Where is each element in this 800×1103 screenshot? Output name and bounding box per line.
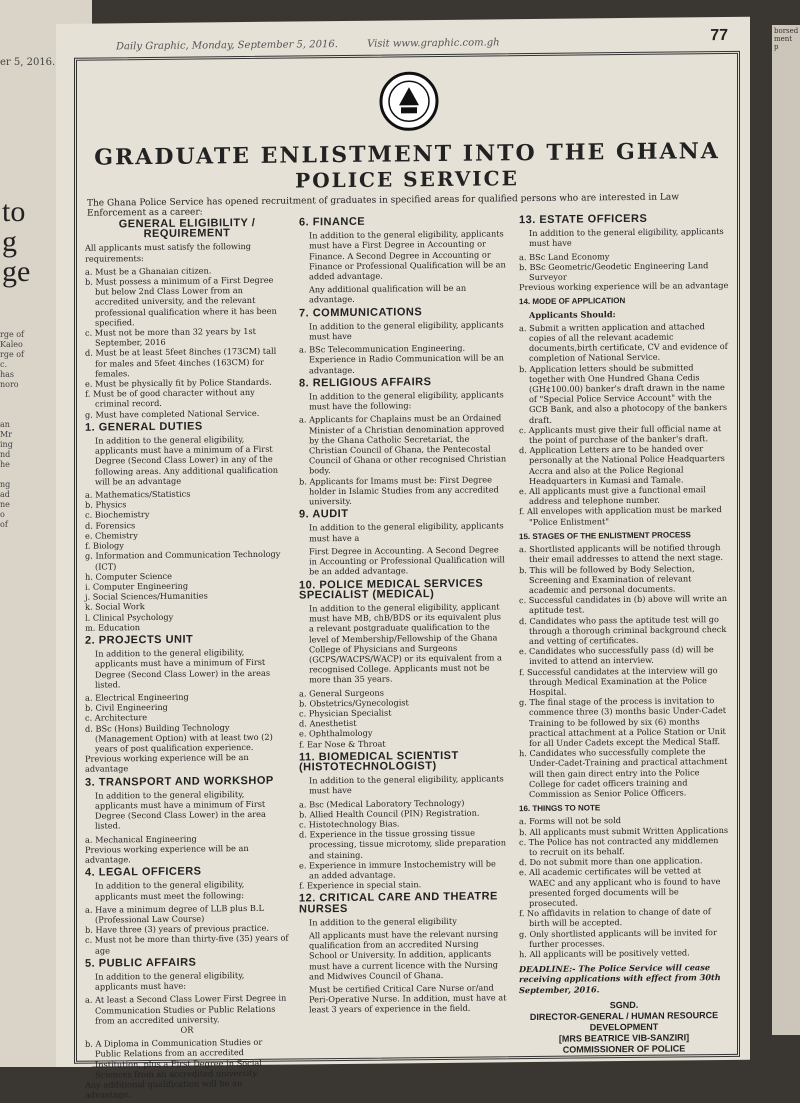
section-title: GENERAL ELIGIBILITY / REQUIREMENT (118, 216, 256, 241)
section-title: 4. LEGAL OFFICERS (85, 865, 202, 879)
adjacent-snip: rge of (0, 350, 24, 359)
or-separator: OR (180, 1024, 194, 1035)
list-item: f. Ear Nose & Throat (299, 738, 386, 750)
list-item: b. Applicants for Imams must be: First Degree holder in Islamic Studies from any accredited university. (299, 474, 499, 507)
section-text: In addition to the general eligibility, applicants must have a (309, 520, 504, 544)
adjacent-snip: nd (0, 450, 11, 459)
adjacent-snip: noro (0, 380, 19, 389)
sig-line: [MRS BEATRICE VIB-SANZIRI] (558, 1032, 690, 1044)
item-list (299, 686, 507, 749)
column-3 (519, 210, 729, 1056)
adjacent-snip-right: borsed ment p (774, 27, 799, 51)
item-list (519, 321, 729, 527)
list-item: b. This will be followed by Body Selection, Screening and Examination of relevant academic and personal documents. (519, 562, 695, 595)
headline-line2: POLICE SERVICE (295, 166, 519, 193)
adjacent-snip: Kaleo (0, 340, 23, 349)
adjacent-snip: c. (0, 360, 8, 369)
list-item: c. Physician Specialist (299, 707, 392, 719)
item-list (519, 814, 729, 959)
item-list (85, 902, 289, 955)
section-title: 5. PUBLIC AFFAIRS (85, 956, 197, 970)
list-item: a. Submit a written application and attached copies of all the relevant academic documents,birth certificate, CV and evidence of completion of National Service. (519, 321, 728, 364)
list-item: b. Allied Health Council (PIN) Registration. (299, 807, 480, 820)
list-item: c. Must not be more than thirty-five (35) years of age (85, 932, 289, 956)
item-list (299, 797, 507, 891)
list-item: e. All academic certificates will be vetted at WAEC and any applicant who is found to have presented forged documents will be prosecuted. (519, 865, 721, 909)
sig-line: SGND. (609, 999, 639, 1011)
section-title: 6. FINANCE (299, 215, 366, 229)
list-item: d. BSc (Hons) Building Technology (Management Option) with at least two (2) years of post qualification experience. (85, 721, 273, 754)
list-item: f. No affidavits in relation to change of date of birth will be accepted. (519, 906, 711, 929)
adjacent-letter: to (2, 195, 26, 228)
section-text: In addition to the general eligibility, applicants must have the following: (309, 389, 504, 412)
list-item: b. BSc Geometric/Geodetic Engineering Land Surveyor (519, 259, 709, 283)
item-list (85, 264, 289, 419)
list-item: a. Bsc (Medical Laboratory Technology) (299, 797, 465, 810)
list-item: d. Do not submit more than one application. (519, 855, 703, 868)
list-item: b. All applicants must submit Written Applications (519, 824, 729, 837)
item-list (85, 993, 289, 1026)
adjacent-snip: has (0, 370, 15, 379)
list-item: h. Candidates who successfully complete the Under-Cadet-Training and practical attachment will then gain direct entry into the Police College for cadet officers training and Commission as Senior Police Officers. (519, 746, 728, 800)
adjacent-page-right (772, 25, 800, 1035)
paper-website: Visit www.graphic.com.gh (367, 37, 500, 50)
section-text: In addition to the general eligibility, applicants must have a minimum of a First Degree (Second Class Lower) in any of the following areas. Any additional qualification will be an advantage (95, 434, 279, 487)
item-list (519, 250, 729, 283)
adjacent-snip: rge of (0, 330, 24, 339)
section-title: 1. GENERAL DUTIES (85, 420, 203, 434)
section-title: 2. PROJECTS UNIT (85, 633, 194, 647)
list-item: c. Successful candidates in (b) above will write an aptitude test. (519, 593, 728, 616)
list-item: b. A Diploma in Communication Studies or Public Relations from an accredited Institution, plus a First Degree in Social Sciences from an accredited university. (85, 1037, 263, 1080)
list-item: d. Anesthetist (299, 717, 357, 729)
list-item: c. Architecture (85, 712, 148, 724)
list-item: e. Chemistry (85, 530, 138, 541)
list-item: d. Must be at least 5feet 8inches (173CM) tall for males and 5feet 4inches (163CM) for females. (85, 346, 277, 379)
section-text: All applicants must satisfy the following requirements: (85, 241, 252, 264)
list-item: c. The Police has not contracted any middlemen to recruit on its behalf. (519, 834, 719, 858)
list-item: d. Candidates who pass the aptitude test will go through a thorough criminal background check and vetting of certificates. (519, 613, 727, 646)
section-title: 13. ESTATE OFFICERS (519, 212, 648, 227)
section-note: Previous working experience will be an advantage (85, 752, 249, 775)
list-item: f. Successful candidates at the interview will go through Medical Examination at the Police Hospital. (519, 664, 718, 697)
list-item: b. Application letters should be submitted together with One Hundred Ghana Cedis (GH¢100.00) banker's draft drawn in the name of "Special Police Service Account" with the GCB Bank, and also a photocopy of the bankers draft. (519, 361, 728, 425)
list-item: f. Experience in special stain. (299, 879, 422, 891)
list-item: d. Application Letters are to be handed over personally at the National Police Headquarters Accra and also at the Police Regional Headquarters in Kumasi and Tamale. (519, 443, 725, 486)
list-item: a. At least a Second Class Lower First Degree in Communication Studies or Public Relations from an accredited university. (85, 993, 287, 1026)
list-item: a. BSc Land Economy (519, 250, 610, 262)
list-item: g. Only shortlisted applicants will be invited for further processes. (519, 926, 717, 949)
list-item: b. Civil Engineering (85, 701, 168, 713)
advert-box (74, 51, 740, 1100)
section-note: Previous working experience will be an advantage. (85, 842, 249, 865)
sig-line: COMMISSIONER OF POLICE (562, 1043, 686, 1055)
section-title: 14. MODE OF APPLICATION (519, 296, 626, 307)
section-text: In addition to the general eligibility, applicant must have MB, chB/BDS or its equivalent plus a relevant postgraduate qualification to the level of Membership/Fellowship of the Ghana College of Physicians and Surgeons (GCPS/WACPS/WACP) or its equivalent from a recognised College. Applicants must not be more than 35 years. (309, 601, 502, 685)
list-item: a. BSc Telecommunication Engineering. Experience in Radio Communication will be an advantage. (299, 342, 504, 375)
section-text: In addition to the general eligibility, applicants must meet the following: (95, 879, 245, 902)
section-title: 7. COMMUNICATIONS (299, 305, 423, 320)
section-text: In addition to the general eligibility, applicants must have (529, 226, 724, 249)
adjacent-snip: o (0, 510, 5, 519)
adjacent-snip: an (0, 420, 10, 429)
list-item: g. The final stage of the process is invitation to commence three (3) months basic Under-Cadet Training to be followed by six (6) months practical attachment at a Police Station or Unit for all Under Cadets except the Medical Staff. (519, 695, 727, 748)
item-list (519, 542, 729, 799)
section-title: 8. RELIGIOUS AFFAIRS (299, 375, 432, 390)
list-item: a. Forms will not be sold (519, 815, 621, 827)
list-item: b. Obstetrics/Gynecologist (299, 697, 409, 709)
list-item: a. Mathematics/Statistics (85, 488, 191, 500)
list-item: h. All applicants will be positively vetted. (519, 947, 690, 960)
section-note: Any additional qualification will be an advantage. (85, 1078, 243, 1100)
list-item: c. Applicants must give their full official name at the point of purchase of the banker's draft. (519, 422, 722, 446)
adjacent-letter: ge (2, 255, 31, 288)
list-item: e. Experience in immure Instochemistry will be an added advantage. (299, 858, 496, 881)
list-item: a. Shortlisted applicants will be notified through their email addresses to attend the next stage. (519, 542, 723, 565)
section-text: In addition to the general eligibility, applicants must have a minimum of First Degree (Second Class Lower) in the area listed. (95, 788, 266, 831)
adjacent-date: er 5, 2016. (0, 57, 56, 68)
section-title: 3. TRANSPORT AND WORKSHOP (85, 774, 274, 789)
deadline-notice: DEADLINE:- The Police Service will cease receiving applications with effect from 30th September, 2016. (519, 962, 721, 995)
list-item: l. Clinical Psychology (85, 611, 174, 623)
list-item: e. Ophthalmology (299, 728, 373, 739)
sig-line: DIRECTOR-GENERAL / HUMAN RESOURCE DEVELOPMENT (529, 1009, 719, 1033)
list-item: b. Have three (3) years of previous practice. (85, 922, 269, 935)
list-item: a. Have a minimum degree of LLB plus B.L (Professional Law Course) (85, 902, 264, 925)
signature-block (519, 999, 729, 1056)
list-item: f. All envelopes with application must be marked "Police Enlistment" (519, 504, 722, 527)
paper-dateline: Daily Graphic, Monday, September 5, 2016. (116, 39, 338, 53)
list-item: a. Must be a Ghanaian citizen. (85, 265, 212, 277)
section-title: 9. AUDIT (299, 508, 349, 521)
headline-line1: GRADUATE ENLISTMENT INTO THE GHANA (94, 138, 720, 171)
list-item: k. Social Work (85, 601, 145, 613)
section-text: In addition to the general eligibility (309, 915, 457, 928)
list-item: c. Must not be more than 32 years by 1st September, 2016 (85, 325, 256, 348)
adjacent-snip: ing (0, 440, 13, 449)
section-title: 12. CRITICAL CARE AND THEATRE NURSES (299, 890, 498, 916)
adjacent-letter: g (2, 225, 17, 258)
list-item: f. Must be of good character without any criminal record. (85, 387, 255, 410)
section-subtitle: Applicants Should: (529, 308, 616, 320)
list-item: b. Must possess a minimum of a First Degree but below 2nd Class Lower from an accredited university, and the relevant professional qualification where it has been specified. (85, 274, 277, 328)
list-item: a. Mechanical Engineering (85, 833, 197, 845)
section-text: In addition to the general eligibility, applicants must have: (95, 970, 245, 992)
adjacent-snip: ne (0, 500, 10, 509)
list-item: d. Forensics (85, 519, 136, 531)
adjacent-snip: he (0, 460, 10, 469)
section-note: Any additional qualification will be an advantage. (309, 282, 467, 305)
list-item: g. Must have completed National Service. (85, 407, 260, 420)
adjacent-snip: ng (0, 480, 11, 489)
intro-text: The Ghana Police Service has opened recruitment of graduates in specified areas for qualified persons who are interested in Law Enforcement as a career: (87, 192, 679, 219)
item-list (85, 1037, 289, 1080)
section-note: Previous working experience will be an advantage (519, 280, 729, 293)
list-item: h. Computer Science (85, 570, 172, 582)
list-item: e. Must be physically fit by Police Standards. (85, 376, 272, 389)
section-title: 10. POLICE MEDICAL SERVICES SPECIALIST (MEDICAL) (299, 577, 484, 602)
item-list (299, 343, 507, 376)
section-text: All applicants must have the relevant nursing qualification from an accredited Nursing School or University. In addition, applicants must have a current licence with the Nursing and Midwives Council of Ghana. (309, 928, 499, 982)
list-item: a. General Surgeons (299, 687, 384, 698)
list-item: a. Applicants for Chaplains must be an Ordained Minister of a Christian denomination approved by the Ghana Catholic Secretariat, the Christian Council of Ghana, the Pentecostal Council of Ghana or other recognised Christian body. (299, 412, 507, 476)
section-title: 16. THINGS TO NOTE (519, 803, 601, 814)
list-item: m. Education (85, 621, 141, 633)
list-item: e. All applicants must give a functional email address and telephone number. (519, 484, 706, 507)
item-list (85, 488, 289, 633)
page-header (116, 35, 736, 52)
section-text: First Degree in Accounting. A Second Degree in Accounting or Professional Qualification will be an added advantage. (309, 544, 505, 577)
section-title: 11. BIOMEDICAL SCIENTIST (HISTOTECHNOLOGIST) (299, 749, 459, 774)
item-list (299, 413, 507, 507)
list-item: g. Information and Communication Technology (ICT) (85, 548, 281, 572)
list-item: d. Experience in the tissue grossing tissue processing, tissue microtomy, slide preparation and staining. (299, 827, 506, 860)
list-item: i. Computer Engineering (85, 580, 189, 592)
column-2 (299, 212, 507, 1018)
list-item: e. Candidates who successfully pass (d) will be invited to attend an interview. (519, 644, 714, 667)
column-1 (85, 215, 289, 1103)
police-crest-icon (377, 69, 441, 134)
list-item: j. Social Sciences/Humanities (85, 590, 208, 602)
page-number: 77 (710, 26, 728, 45)
list-item: c. Biochemistry (85, 509, 150, 521)
section-title: 15. STAGES OF THE ENLISTMENT PROCESS (519, 530, 691, 542)
adjacent-snip: Mr (0, 430, 13, 439)
list-item: b. Physics (85, 499, 127, 510)
section-text: In addition to the general eligibility, applicants must have (309, 773, 504, 796)
adjacent-snip: ad (0, 490, 10, 499)
list-item: c. Histotechnology Bias. (299, 818, 400, 830)
item-list (85, 690, 289, 753)
list-item: f. Biology (85, 540, 124, 551)
section-text: Must be certified Critical Care Nurse or/and Peri-Operative Nurse. In addition, must have at least 3 years of experience in the field. (309, 982, 507, 1015)
section-text: In addition to the general eligibility, applicants must have a First Degree in Accounting or Finance. A Second Degree in Accounting or Finance or Professional Qualification will be an added advantage. (309, 228, 506, 282)
newspaper-page (56, 17, 750, 1100)
section-text: In addition to the general eligibility, applicants must have a minimum of First Degree (Second Class Lower) in the areas listed. (95, 647, 271, 690)
adjacent-snip: of (0, 520, 8, 529)
list-item: a. Electrical Engineering (85, 691, 189, 703)
section-text: In addition to the general eligibility, applicants must have (309, 319, 504, 342)
